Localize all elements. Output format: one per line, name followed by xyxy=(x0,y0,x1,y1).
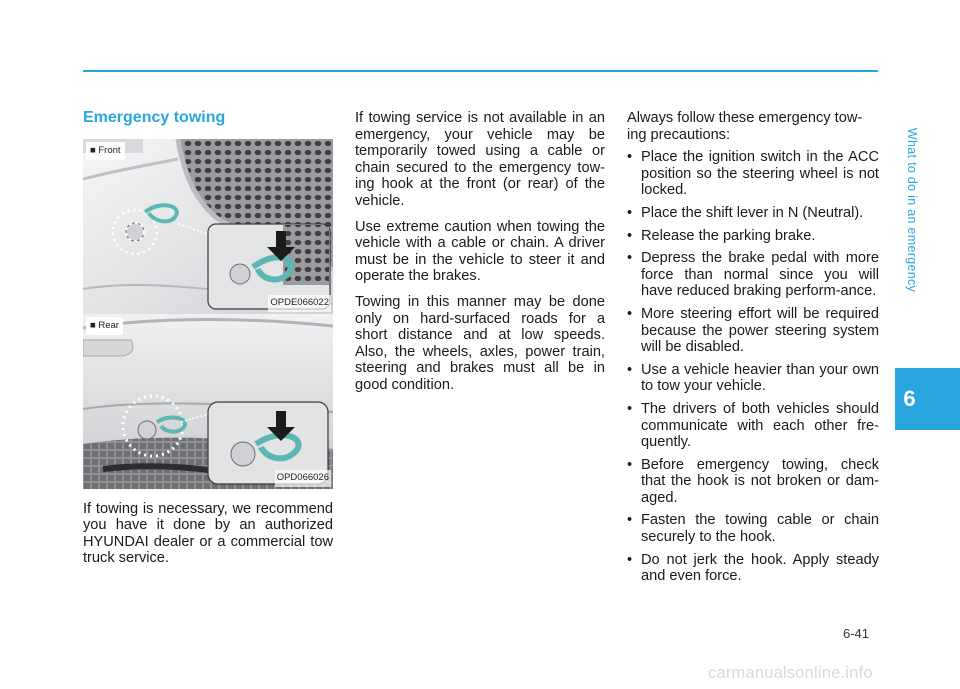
figure-rear xyxy=(83,314,333,489)
list-item xyxy=(627,401,879,451)
page-number: 6-41 xyxy=(843,626,870,641)
list-item xyxy=(627,205,879,222)
chapter-tab xyxy=(895,368,960,430)
column-1-paragraph: If towing is necessary, we recommend you have it done by an authorized HYUNDAI dealer or a commercial tow truck service. xyxy=(83,500,333,567)
bullet-icon: • xyxy=(627,227,633,244)
list-item-text: Place the shift lever in N (Neutral). xyxy=(641,204,864,221)
front-bumper-illustration xyxy=(83,139,333,314)
list-item xyxy=(627,306,879,356)
list-item-text: Fasten the towing cable or chain securely to the hook. xyxy=(641,512,879,546)
chapter-side-title xyxy=(897,60,927,360)
header-rule xyxy=(83,70,878,72)
bullet-icon: • xyxy=(627,456,633,473)
bullet-icon: • xyxy=(627,305,633,322)
column-1 xyxy=(83,110,333,567)
bullet-icon: • xyxy=(627,551,633,568)
column-2 xyxy=(355,110,605,403)
column-2-paragraph-2: Use extreme caution when towing the vehicle with a cable or chain. A driver must be in the vehicle to steer it and operate the brakes. xyxy=(355,218,605,285)
figure-front xyxy=(83,139,333,314)
list-item-text: More steering effort will be required because the power steering system will be disabled. xyxy=(641,305,879,356)
figure-code-rear: OPD066026 xyxy=(275,470,331,487)
list-item xyxy=(627,228,879,245)
list-item xyxy=(627,512,879,545)
precautions-lead: Always follow these emergency tow-ing precautions: xyxy=(627,110,863,143)
list-item-text: Depress the brake pedal with more force than normal since you will have reduced braking perform-ance. xyxy=(641,250,879,300)
list-item-text: Use a vehicle heavier than your own to tow your vehicle. xyxy=(641,361,879,395)
list-item-text: Before emergency towing, check that the hook is not broken or dam-aged. xyxy=(641,456,879,506)
chapter-number: 6 xyxy=(903,386,916,411)
figure-label-front: ■ Front xyxy=(86,142,125,161)
bullet-icon: • xyxy=(627,512,633,529)
bullet-icon: • xyxy=(627,250,633,267)
list-item xyxy=(627,552,879,585)
column-3 xyxy=(627,110,879,591)
bullet-icon: • xyxy=(627,149,633,166)
rear-bumper-illustration xyxy=(83,314,333,489)
chapter-side-title-text: What to do in an emergency xyxy=(905,127,920,293)
column-2-paragraph-1: If towing service is not available in an emergency, your vehicle may be temporarily towed using a cable or chain secured to the emergency tow-ing hook at the front (or rear) of the vehicle. xyxy=(355,110,605,209)
column-2-paragraph-3: Towing in this manner may be done only on hard-surfaced roads for a short distance and at low speeds. Also, the wheels, axles, power train, steering and brakes must all be in good condition. xyxy=(355,293,605,393)
list-item-text: Place the ignition switch in the ACC position so the steering wheel is not locked. xyxy=(641,149,879,199)
figure-code-front: OPDE066022 xyxy=(268,295,331,312)
bullet-icon: • xyxy=(627,204,633,221)
list-item-text: Release the parking brake. xyxy=(641,227,816,244)
figure-label-rear: ■ Rear xyxy=(86,317,123,336)
precautions-list xyxy=(627,149,879,585)
bullet-icon: • xyxy=(627,400,633,417)
list-item-text: Do not jerk the hook. Apply steady and even force. xyxy=(641,551,879,585)
section-title: Emergency towing xyxy=(83,109,226,126)
list-item xyxy=(627,149,879,199)
list-item-text: The drivers of both vehicles should communicate with each other fre-quently. xyxy=(641,400,879,451)
watermark: carmanualsonline.info xyxy=(708,664,873,682)
list-item xyxy=(627,457,879,507)
bullet-icon: • xyxy=(627,361,633,378)
list-item xyxy=(627,362,879,395)
list-item xyxy=(627,250,879,300)
